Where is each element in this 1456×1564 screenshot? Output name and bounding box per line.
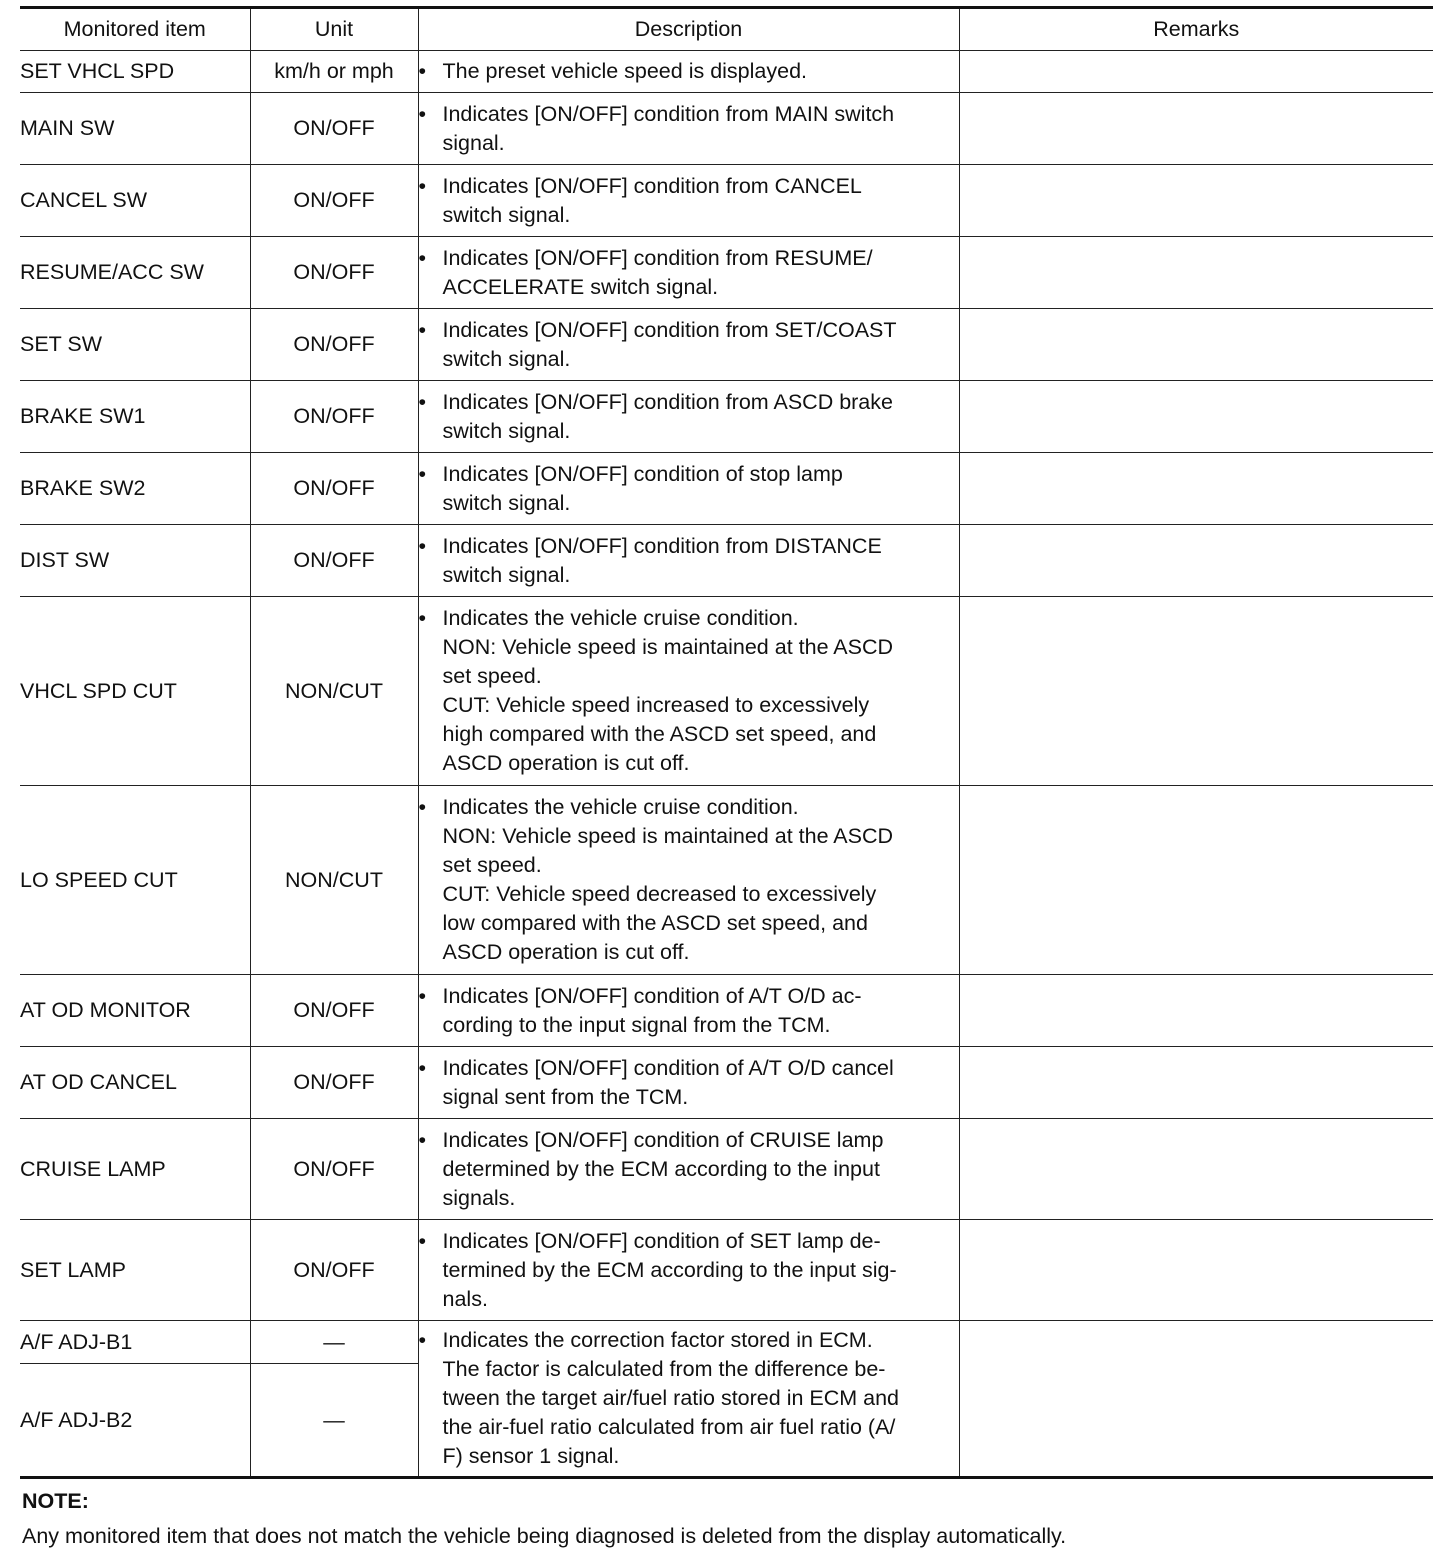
bullet-mark: •: [418, 1127, 427, 1152]
table-row: [20, 1119, 1433, 1220]
item-cell: A/F ADJ-B2: [20, 1364, 250, 1478]
header-description: Description: [418, 8, 959, 51]
description-cell: [418, 525, 959, 597]
remarks-cell: [959, 975, 1433, 1047]
description-line: signal sent from the TCM.: [442, 1084, 689, 1109]
bullet-mark: •: [418, 795, 427, 819]
unit-cell: ON/OFF: [250, 975, 418, 1047]
description-line: switch signal.: [442, 562, 571, 587]
table-row: [20, 597, 1433, 786]
description-line: The preset vehicle speed is displayed.: [442, 59, 808, 83]
remarks-cell: [959, 1047, 1433, 1119]
description-line: set speed.: [442, 664, 542, 688]
remarks-cell: [959, 525, 1433, 597]
item-cell: SET SW: [20, 309, 250, 381]
description-line: Indicates [ON/OFF] condition of A/T O/D ac-: [442, 983, 862, 1008]
header-remarks: Remarks: [959, 8, 1433, 51]
table-row: [20, 381, 1433, 453]
bullet-mark: •: [418, 461, 427, 486]
description-line: ASCD operation is cut off.: [442, 940, 690, 964]
description-cell: [418, 165, 959, 237]
unit-cell: ON/OFF: [250, 237, 418, 309]
remarks-cell: [959, 1220, 1433, 1321]
table-row: [20, 1047, 1433, 1119]
remarks-cell: [959, 1321, 1433, 1478]
table-body: [20, 51, 1433, 1478]
description-line: termined by the ECM according to the input sig-: [442, 1257, 897, 1282]
item-cell: VHCL SPD CUT: [20, 597, 250, 786]
table-header-row: [20, 8, 1433, 51]
description-line: Indicates [ON/OFF] condition of stop lamp: [442, 461, 843, 486]
item-cell: BRAKE SW1: [20, 381, 250, 453]
item-cell: DIST SW: [20, 525, 250, 597]
description-line: signals.: [442, 1185, 516, 1210]
description-line: Indicates the vehicle cruise condition.: [442, 606, 799, 630]
item-cell: MAIN SW: [20, 93, 250, 165]
description-cell: [418, 93, 959, 165]
description-line: Indicates the correction factor stored in ECM.: [442, 1328, 873, 1352]
remarks-cell: [959, 453, 1433, 525]
description-line: Indicates [ON/OFF] condition from SET/COAST: [442, 317, 897, 342]
note-text: Any monitored item that does not match the vehicle being diagnosed is deleted from the display automatically.: [22, 1524, 1067, 1548]
description-line: signal.: [442, 130, 505, 155]
remarks-cell: [959, 381, 1433, 453]
description-line: Indicates [ON/OFF] condition from MAIN switch: [442, 101, 895, 126]
description-cell: [418, 597, 959, 786]
remarks-cell: [959, 786, 1433, 975]
item-cell: SET VHCL SPD: [20, 51, 250, 93]
description-cell: [418, 51, 959, 93]
unit-cell: ON/OFF: [250, 93, 418, 165]
description-line: Indicates [ON/OFF] condition from CANCEL: [442, 173, 862, 198]
description-cell: [418, 453, 959, 525]
table-row: [20, 237, 1433, 309]
description-line: switch signal.: [442, 418, 571, 443]
bullet-mark: •: [418, 317, 427, 342]
bullet-mark: •: [418, 1228, 427, 1253]
description-line: ACCELERATE switch signal.: [442, 274, 719, 299]
table-row: [20, 309, 1433, 381]
note-block: [22, 1487, 1066, 1551]
description-line: NON: Vehicle speed is maintained at the ASCD: [442, 824, 894, 848]
item-cell: CANCEL SW: [20, 165, 250, 237]
description-line: nals.: [442, 1286, 488, 1311]
item-cell: CRUISE LAMP: [20, 1119, 250, 1220]
description-line: Indicates [ON/OFF] condition from ASCD brake: [442, 389, 893, 414]
bullet-mark: •: [418, 533, 427, 558]
description-line: CUT: Vehicle speed decreased to excessively: [442, 882, 877, 906]
bullet-mark: •: [418, 173, 427, 198]
description-cell: [418, 381, 959, 453]
remarks-cell: [959, 597, 1433, 786]
item-cell: BRAKE SW2: [20, 453, 250, 525]
description-cell: [418, 237, 959, 309]
unit-cell: ON/OFF: [250, 381, 418, 453]
description-line: set speed.: [442, 853, 542, 877]
unit-cell: ON/OFF: [250, 1220, 418, 1321]
description-line: F) sensor 1 signal.: [442, 1444, 620, 1468]
bullet-mark: •: [418, 245, 427, 270]
table-row: [20, 786, 1433, 975]
unit-cell: —: [250, 1364, 418, 1478]
description-line: low compared with the ASCD set speed, and: [442, 911, 868, 935]
table-row: [20, 165, 1433, 237]
remarks-cell: [959, 93, 1433, 165]
description-cell: [418, 1119, 959, 1220]
description-line: Indicates [ON/OFF] condition of CRUISE lamp: [442, 1127, 884, 1152]
page: [20, 6, 1433, 1479]
description-line: ASCD operation is cut off.: [442, 751, 690, 775]
remarks-cell: [959, 237, 1433, 309]
unit-cell: ON/OFF: [250, 453, 418, 525]
item-cell: AT OD MONITOR: [20, 975, 250, 1047]
description-cell: [418, 309, 959, 381]
unit-cell: ON/OFF: [250, 525, 418, 597]
note-title: NOTE:: [22, 1489, 89, 1513]
unit-cell: ON/OFF: [250, 1119, 418, 1220]
description-line: Indicates [ON/OFF] condition from DISTANCE: [442, 533, 882, 558]
remarks-cell: [959, 1119, 1433, 1220]
table-row: [20, 1321, 1433, 1364]
description-line: switch signal.: [442, 490, 571, 515]
table-row: [20, 51, 1433, 93]
unit-cell: km/h or mph: [250, 51, 418, 93]
description-line: Indicates [ON/OFF] condition of A/T O/D cancel: [442, 1055, 894, 1080]
header-monitored-item: Monitored item: [20, 8, 250, 51]
description-line: switch signal.: [442, 202, 571, 227]
item-cell: LO SPEED CUT: [20, 786, 250, 975]
bullet-mark: •: [418, 389, 427, 414]
item-cell: A/F ADJ-B1: [20, 1321, 250, 1364]
description-line: Indicates [ON/OFF] condition of SET lamp de-: [442, 1228, 881, 1253]
description-cell: [418, 1047, 959, 1119]
table-row: [20, 1220, 1433, 1321]
table-row: [20, 525, 1433, 597]
remarks-cell: [959, 165, 1433, 237]
table-row: [20, 975, 1433, 1047]
unit-cell: —: [250, 1321, 418, 1364]
bullet-mark: •: [418, 983, 427, 1008]
monitor-table: [20, 6, 1433, 1479]
description-cell: [418, 975, 959, 1047]
bullet-mark: •: [418, 1328, 427, 1352]
bullet-mark: •: [418, 101, 427, 126]
description-line: switch signal.: [442, 346, 571, 371]
item-cell: RESUME/ACC SW: [20, 237, 250, 309]
item-cell: AT OD CANCEL: [20, 1047, 250, 1119]
bullet-mark: •: [418, 606, 427, 630]
item-cell: SET LAMP: [20, 1220, 250, 1321]
description-line: determined by the ECM according to the input: [442, 1156, 880, 1181]
description-line: the air-fuel ratio calculated from air fuel ratio (A/: [442, 1415, 896, 1439]
table-row: [20, 453, 1433, 525]
bullet-mark: •: [418, 59, 427, 83]
description-line: The factor is calculated from the difference be-: [442, 1357, 886, 1381]
unit-cell: ON/OFF: [250, 165, 418, 237]
description-cell: [418, 1321, 959, 1478]
description-cell: [418, 786, 959, 975]
description-line: Indicates the vehicle cruise condition.: [442, 795, 799, 819]
unit-cell: NON/CUT: [250, 597, 418, 786]
description-line: cording to the input signal from the TCM.: [442, 1012, 831, 1037]
unit-cell: ON/OFF: [250, 309, 418, 381]
remarks-cell: [959, 309, 1433, 381]
description-cell: [418, 1220, 959, 1321]
remarks-cell: [959, 51, 1433, 93]
unit-cell: ON/OFF: [250, 1047, 418, 1119]
table-row: [20, 93, 1433, 165]
bullet-mark: •: [418, 1055, 427, 1080]
description-line: NON: Vehicle speed is maintained at the ASCD: [442, 635, 894, 659]
header-unit: Unit: [250, 8, 418, 51]
unit-cell: NON/CUT: [250, 786, 418, 975]
description-line: high compared with the ASCD set speed, and: [442, 722, 877, 746]
description-line: CUT: Vehicle speed increased to excessively: [442, 693, 870, 717]
description-line: Indicates [ON/OFF] condition from RESUME/: [442, 245, 873, 270]
description-line: tween the target air/fuel ratio stored in ECM and: [442, 1386, 900, 1410]
